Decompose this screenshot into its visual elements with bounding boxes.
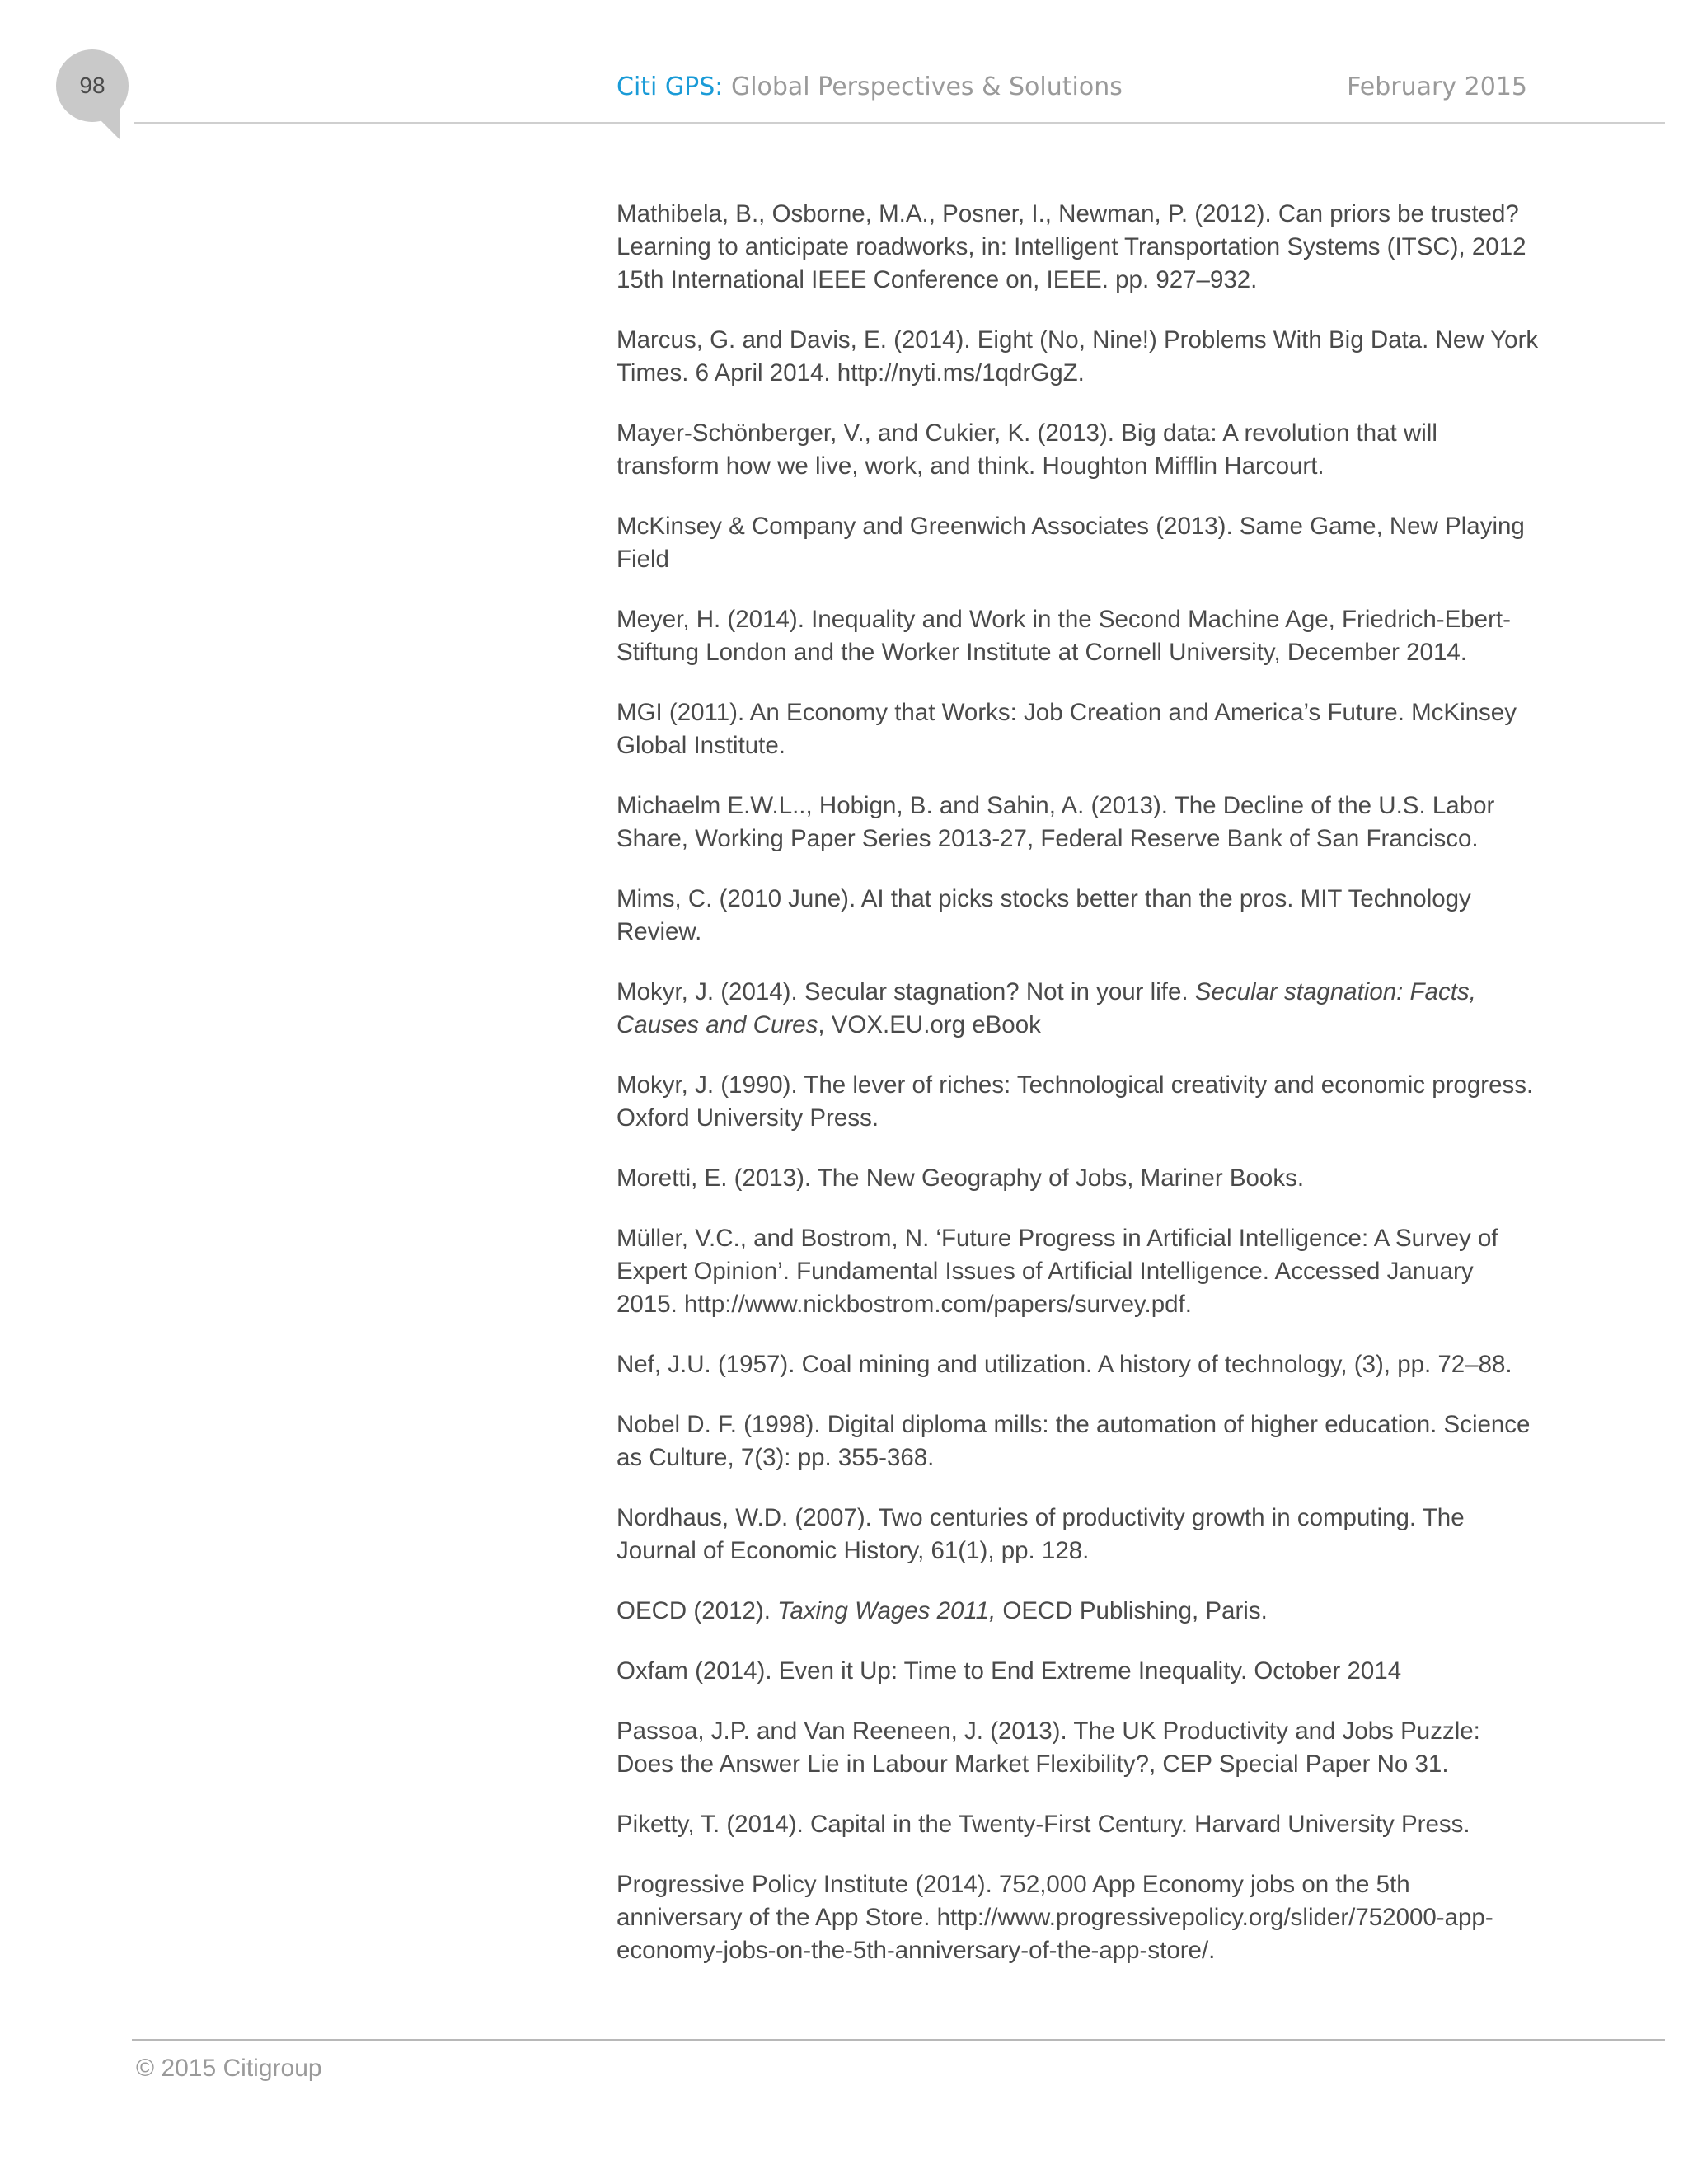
reference-item: Nef, J.U. (1957). Coal mining and utilization. A history of technology, (3), pp. 72–88. — [617, 1351, 1512, 1378]
reference-list — [617, 198, 1540, 1994]
reference-item: Moretti, E. (2013). The New Geography of Jobs, Mariner Books. — [617, 1165, 1305, 1192]
reference-item: MGI (2011). An Economy that Works: Job Creation and America’s Future. McKinsey Global Institute. — [617, 699, 1517, 759]
header-divider — [134, 122, 1665, 124]
reference-text: OECD Publishing, Paris. — [996, 1597, 1268, 1624]
brand-name: Citi GPS: — [617, 73, 724, 101]
reference-item: Mathibela, B., Osborne, M.A., Posner, I., Newman, P. (2012). Can priors be trusted? Learning to anticipate roadworks, in: Intelligent Transportation Systems (ITSC), 2012 15th International IEEE Conference on, IEEE. pp. 927–932. — [617, 200, 1526, 293]
reference-item: Piketty, T. (2014). Capital in the Twenty-First Century. Harvard University Press. — [617, 1811, 1470, 1838]
reference-item: Passoa, J.P. and Van Reeneen, J. (2013). The UK Productivity and Jobs Puzzle: Does the Answer Lie in Labour Market Flexibility?, CEP Special Paper No 31. — [617, 1718, 1480, 1778]
reference-item — [617, 976, 1540, 1042]
page-badge-pointer — [89, 109, 120, 140]
reference-item: Marcus, G. and Davis, E. (2014). Eight (No, Nine!) Problems With Big Data. New York Times. 6 April 2014. http://nyti.ms/1qdrGgZ. — [617, 326, 1539, 387]
reference-item: Mokyr, J. (1990). The lever of riches: Technological creativity and economic progress. Oxford University Press. — [617, 1071, 1534, 1132]
reference-item: Nobel D. F. (1998). Digital diploma mills: the automation of higher education. Science as Culture, 7(3): pp. 355-368. — [617, 1411, 1531, 1471]
reference-text: , VOX.EU.org eBook — [818, 1011, 1041, 1038]
reference-item: Mims, C. (2010 June). AI that picks stocks better than the pros. MIT Technology Review. — [617, 885, 1471, 945]
footer-copyright: © 2015 Citigroup — [136, 2055, 322, 2082]
reference-item — [617, 1595, 1540, 1628]
reference-item: Nordhaus, W.D. (2007). Two centuries of productivity growth in computing. The Journal of Economic History, 61(1), pp. 128. — [617, 1504, 1465, 1564]
reference-item: Progressive Policy Institute (2014). 752,000 App Economy jobs on the 5th anniversary of the App Store. http://www.progressivepolicy.org/slider/752000-app-economy-jobs-on-the-5th-anniversary-of-the-app-store/. — [617, 1871, 1493, 1964]
reference-text: OECD (2012). — [617, 1597, 778, 1624]
reference-title-italic: Secular stagnation: Facts, Causes and Cures — [617, 978, 1476, 1038]
footer-divider — [132, 2039, 1665, 2041]
page-number: 98 — [79, 73, 106, 98]
header-date: February 2015 — [1347, 73, 1527, 101]
reference-item: Mayer-Schönberger, V., and Cukier, K. (2013). Big data: A revolution that will transform how we live, work, and think. Houghton Mifflin Harcourt. — [617, 419, 1437, 480]
reference-item: Müller, V.C., and Bostrom, N. ‘Future Progress in Artificial Intelligence: A Survey of Expert Opinion’. Fundamental Issues of Artificial Intelligence. Accessed January 2015. http://www.nickbostrom.com/papers/survey.pdf. — [617, 1225, 1498, 1318]
reference-item: Michaelm E.W.L.., Hobign, B. and Sahin, A. (2013). The Decline of the U.S. Labor Share, Working Paper Series 2013-27, Federal Reserve Bank of San Francisco. — [617, 792, 1495, 852]
reference-item: McKinsey & Company and Greenwich Associates (2013). Same Game, New Playing Field — [617, 513, 1525, 573]
header-brand — [617, 73, 1123, 101]
reference-title-italic: Taxing Wages 2011, — [777, 1597, 996, 1624]
reference-item: Oxfam (2014). Even it Up: Time to End Extreme Inequality. October 2014 — [617, 1657, 1402, 1685]
reference-text: Mokyr, J. (2014). Secular stagnation? Not in your life. — [617, 978, 1195, 1005]
reference-item: Meyer, H. (2014). Inequality and Work in the Second Machine Age, Friedrich-Ebert-Stiftung London and the Worker Institute at Cornell University, December 2014. — [617, 606, 1511, 666]
brand-tagline: Global Perspectives & Solutions — [723, 73, 1123, 101]
